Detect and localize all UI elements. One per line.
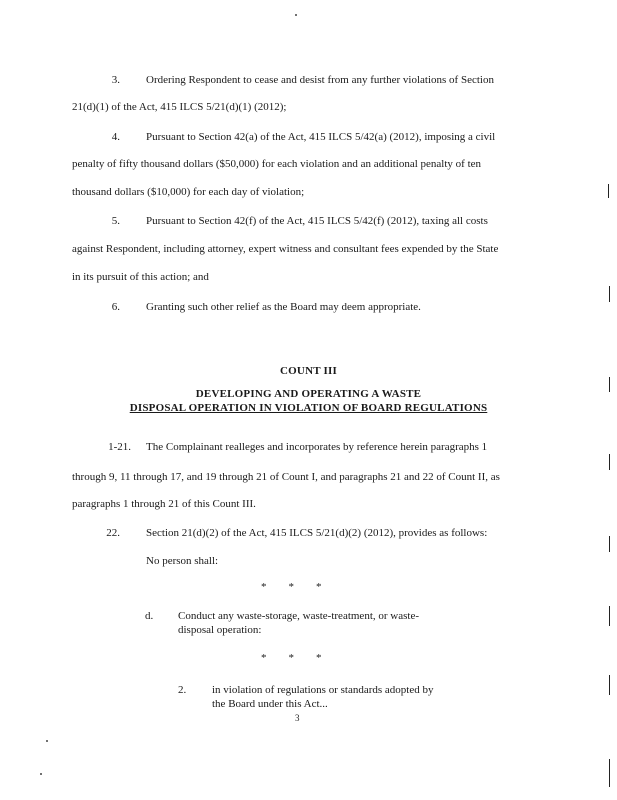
quote-text-line: in violation of regulations or standards adopted by: [212, 684, 434, 696]
paragraph-text-line: thousand dollars ($10,000) for each day of violation;: [72, 186, 305, 198]
count-subtitle-line-2: DISPOSAL OPERATION IN VIOLATION OF BOARD REGULATIONS: [129, 402, 488, 414]
paragraph-text-line: Pursuant to Section 42(a) of the Act, 415 ILCS 5/42(a) (2012), imposing a civil: [146, 131, 496, 143]
quote-text-line: disposal operation:: [178, 624, 262, 636]
scan-margin-mark: [609, 606, 610, 626]
paragraph-text-line: The Complainant realleges and incorporates by reference herein paragraphs 1: [146, 441, 488, 453]
scan-speck: [295, 14, 297, 16]
scan-margin-mark: [609, 759, 610, 787]
count-subtitle-line-1: DEVELOPING AND OPERATING A WASTE: [195, 388, 422, 400]
paragraph-number: 6.: [111, 301, 120, 313]
quote-text-line: Conduct any waste-storage, waste-treatment, or waste-: [178, 610, 419, 622]
paragraph-text-line: penalty of fifty thousand dollars ($50,000) for each violation and an additional penalty of ten: [72, 158, 482, 170]
paragraph-number: 4.: [111, 131, 120, 143]
paragraph-text-line: Ordering Respondent to cease and desist from any further violations of Section: [146, 74, 494, 86]
paragraph-number: 22.: [106, 527, 120, 539]
paragraph-text-line: Pursuant to Section 42(f) of the Act, 415 ILCS 5/42(f) (2012), taxing all costs: [146, 215, 488, 227]
paragraph-text-line: Section 21(d)(2) of the Act, 415 ILCS 5/21(d)(2) (2012), provides as follows:: [146, 527, 488, 539]
count-title: COUNT III: [280, 365, 337, 377]
quote-intro: No person shall:: [146, 555, 219, 567]
page-number: 3: [295, 713, 300, 723]
quote-text-line: the Board under this Act...: [212, 698, 328, 710]
scan-margin-mark: [608, 184, 609, 198]
paragraph-text-line: through 9, 11 through 17, and 19 through 21 of Count I, and paragraphs 21 and 22 of Count II, as: [72, 471, 500, 483]
scan-margin-mark: [609, 536, 610, 552]
paragraph-text-line: 21(d)(1) of the Act, 415 ILCS 5/21(d)(1) (2012);: [72, 101, 287, 113]
ellipsis-stars: * * *: [261, 652, 322, 664]
paragraph-text-line: paragraphs 1 through 21 of this Count III.: [72, 498, 256, 510]
count-subtitle-line-2-wrap: [0, 402, 617, 414]
paragraph-number: 5.: [111, 215, 120, 227]
scan-margin-mark: [609, 675, 610, 695]
scan-margin-mark: [609, 454, 610, 470]
scan-speck: [40, 773, 42, 775]
paragraph-text-line: Granting such other relief as the Board may deem appropriate.: [146, 301, 421, 313]
scan-margin-mark: [609, 286, 610, 302]
ellipsis-stars: * * *: [261, 581, 322, 593]
paragraph-text-line: in its pursuit of this action; and: [72, 271, 209, 283]
item-label: d.: [145, 610, 154, 622]
paragraph-text-line: against Respondent, including attorney, expert witness and consultant fees expended by the State: [72, 243, 499, 255]
item-label: 2.: [178, 684, 187, 696]
paragraph-number: 3.: [111, 74, 120, 86]
scan-margin-mark: [609, 377, 610, 392]
paragraph-number: 1-21.: [108, 441, 131, 453]
scan-speck: [46, 740, 48, 742]
